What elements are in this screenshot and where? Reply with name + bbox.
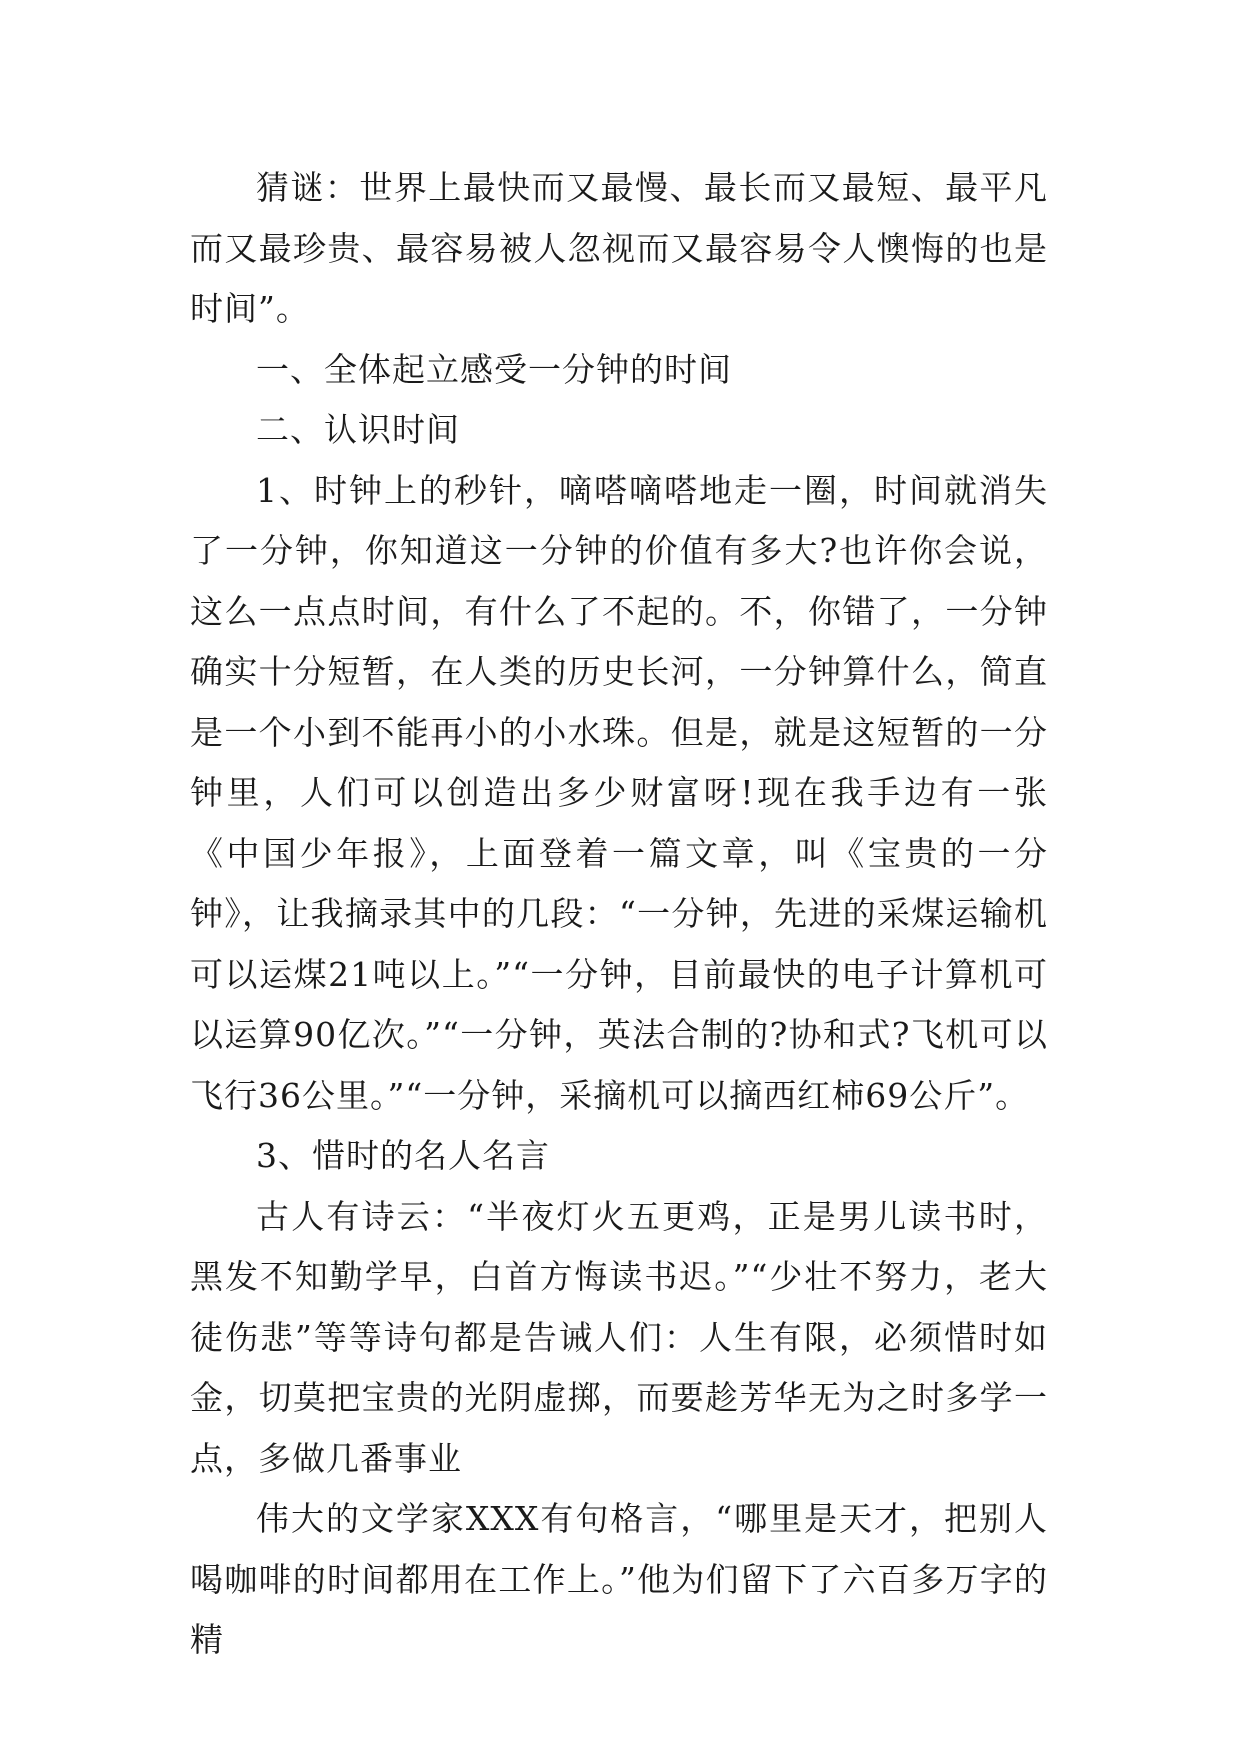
heading-know-time: 二、认识时间: [256, 410, 460, 449]
paragraph-riddle: 猜谜：世界上最快而又最慢、最长而又最短、最平凡而又最珍贵、最容易被人忽视而又最容易令人懊悔的也是时间”。: [190, 168, 1048, 328]
paragraph-writer-motto: 伟大的文学家XXX有句格言，“哪里是天才，把别人喝咖啡的时间都用在工作上。”他为们留下了六百多万字的精: [190, 1499, 1048, 1659]
heading-feel-one-minute: 一、全体起立感受一分钟的时间: [256, 349, 732, 389]
document-page: [190, 158, 1048, 1671]
heading-famous-quotes: 3、惜时的名人名言: [256, 1136, 550, 1175]
paragraph-one-minute-value: 1、时钟上的秒针，嘀嗒嘀嗒地走一圈，时间就消失了一分钟，你知道这一分钟的价值有多大?也许你会说，这么一点点时间，有什么了不起的。不，你错了，一分钟确实十分短暂，在人类的历史长河，一分钟算什么，简直是一个小到不能再小的小水珠。但是，就是这短暂的一分钟里，人们可以创造出多少财富呀!现在我手边有一张《中国少年报》，上面登着一篇文章，叫《宝贵的一分钟》，让我摘录其中的几段：“一分钟，先进的采煤运输机可以运煤21吨以上。”“一分钟，目前最快的电子计算机可以运算90亿次。”“一分钟，英法合制的?协和式?飞机可以飞行36公里。”“一分钟，采摘机可以摘西红柿69公斤”。: [190, 470, 1048, 1115]
paragraph-ancient-poem: 古人有诗云：“半夜灯火五更鸡，正是男儿读书时，黑发不知勤学早，白首方悔读书迟。”“少壮不努力，老大徒伤悲”等等诗句都是告诫人们：人生有限，必须惜时如金，切莫把宝贵的光阴虚掷，而要趁芳华无为之时多学一点，多做几番事业: [190, 1196, 1048, 1478]
